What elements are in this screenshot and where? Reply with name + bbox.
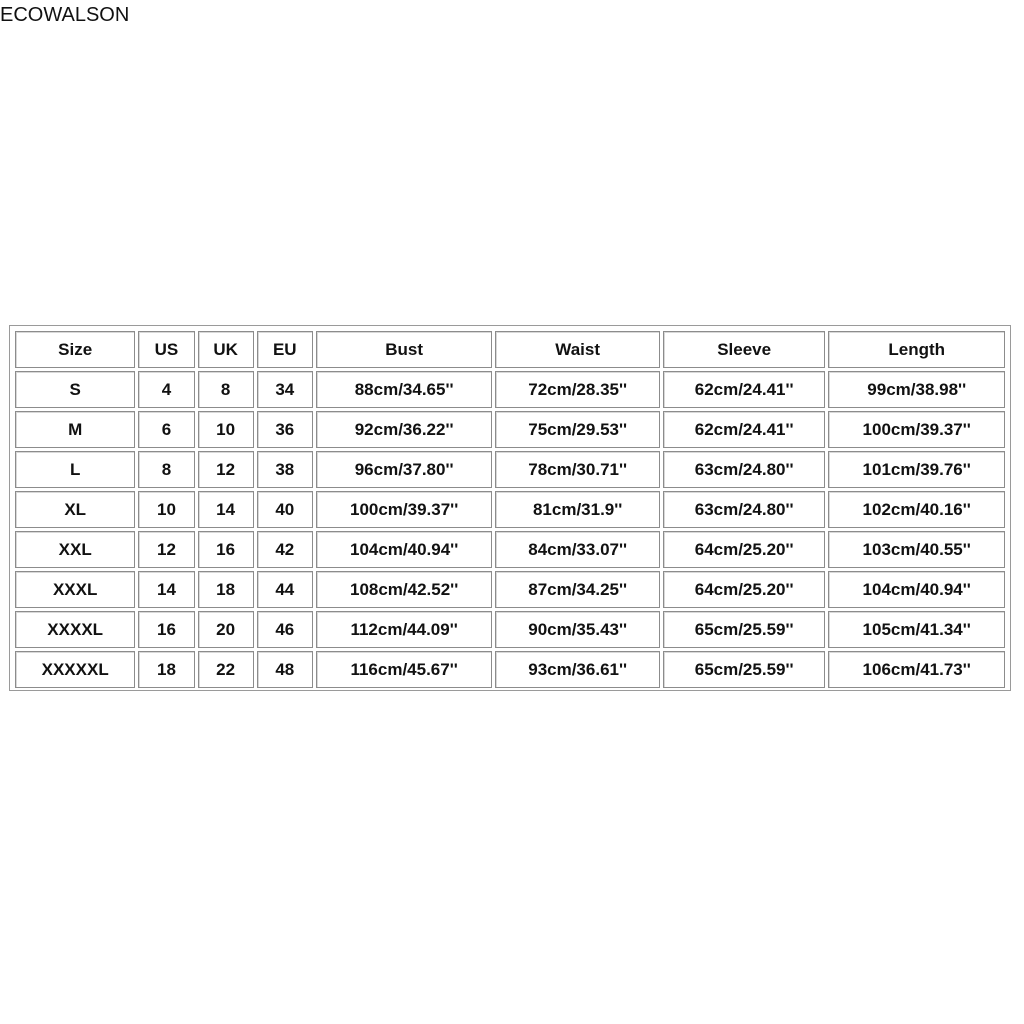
cell-size: XXXL: [15, 571, 135, 608]
cell-us: 14: [138, 571, 194, 608]
cell-length: 99cm/38.98'': [828, 371, 1005, 408]
column-header-size: Size: [15, 331, 135, 368]
cell-eu: 44: [257, 571, 313, 608]
cell-waist: 81cm/31.9'': [495, 491, 660, 528]
cell-size: M: [15, 411, 135, 448]
cell-length: 103cm/40.55'': [828, 531, 1005, 568]
table-row: [15, 371, 1005, 408]
cell-size: L: [15, 451, 135, 488]
cell-eu: 38: [257, 451, 313, 488]
cell-uk: 20: [198, 611, 254, 648]
cell-eu: 42: [257, 531, 313, 568]
cell-uk: 10: [198, 411, 254, 448]
size-chart-table: [12, 328, 1008, 691]
table-row: [15, 491, 1005, 528]
cell-us: 6: [138, 411, 194, 448]
table-row: [15, 651, 1005, 688]
cell-size: XL: [15, 491, 135, 528]
cell-uk: 16: [198, 531, 254, 568]
column-header-bust: Bust: [316, 331, 493, 368]
cell-us: 8: [138, 451, 194, 488]
brand-watermark: ECOWALSON: [0, 4, 130, 26]
cell-length: 104cm/40.94'': [828, 571, 1005, 608]
column-header-eu: EU: [257, 331, 313, 368]
cell-uk: 18: [198, 571, 254, 608]
cell-bust: 92cm/36.22'': [316, 411, 493, 448]
table-row: [15, 531, 1005, 568]
cell-bust: 104cm/40.94'': [316, 531, 493, 568]
cell-bust: 112cm/44.09'': [316, 611, 493, 648]
cell-waist: 84cm/33.07'': [495, 531, 660, 568]
cell-us: 4: [138, 371, 194, 408]
column-header-length: Length: [828, 331, 1005, 368]
cell-length: 105cm/41.34'': [828, 611, 1005, 648]
cell-waist: 87cm/34.25'': [495, 571, 660, 608]
cell-sleeve: 65cm/25.59'': [663, 651, 826, 688]
table-header-row: [15, 331, 1005, 368]
cell-eu: 34: [257, 371, 313, 408]
table-row: [15, 571, 1005, 608]
cell-uk: 12: [198, 451, 254, 488]
table-row: [15, 451, 1005, 488]
cell-bust: 88cm/34.65'': [316, 371, 493, 408]
cell-sleeve: 65cm/25.59'': [663, 611, 826, 648]
cell-waist: 75cm/29.53'': [495, 411, 660, 448]
cell-length: 101cm/39.76'': [828, 451, 1005, 488]
cell-size: XXXXL: [15, 611, 135, 648]
cell-size: XXL: [15, 531, 135, 568]
cell-waist: 78cm/30.71'': [495, 451, 660, 488]
cell-length: 100cm/39.37'': [828, 411, 1005, 448]
cell-sleeve: 62cm/24.41'': [663, 411, 826, 448]
cell-waist: 72cm/28.35'': [495, 371, 660, 408]
cell-size: XXXXXL: [15, 651, 135, 688]
cell-uk: 14: [198, 491, 254, 528]
cell-sleeve: 64cm/25.20'': [663, 531, 826, 568]
cell-bust: 100cm/39.37'': [316, 491, 493, 528]
cell-sleeve: 64cm/25.20'': [663, 571, 826, 608]
cell-us: 16: [138, 611, 194, 648]
cell-sleeve: 63cm/24.80'': [663, 491, 826, 528]
cell-sleeve: 62cm/24.41'': [663, 371, 826, 408]
cell-length: 106cm/41.73'': [828, 651, 1005, 688]
cell-us: 12: [138, 531, 194, 568]
cell-eu: 40: [257, 491, 313, 528]
cell-eu: 46: [257, 611, 313, 648]
cell-bust: 116cm/45.67'': [316, 651, 493, 688]
cell-waist: 90cm/35.43'': [495, 611, 660, 648]
cell-uk: 22: [198, 651, 254, 688]
cell-length: 102cm/40.16'': [828, 491, 1005, 528]
cell-us: 10: [138, 491, 194, 528]
column-header-waist: Waist: [495, 331, 660, 368]
cell-bust: 108cm/42.52'': [316, 571, 493, 608]
cell-us: 18: [138, 651, 194, 688]
cell-eu: 36: [257, 411, 313, 448]
table-row: [15, 411, 1005, 448]
cell-sleeve: 63cm/24.80'': [663, 451, 826, 488]
cell-bust: 96cm/37.80'': [316, 451, 493, 488]
column-header-us: US: [138, 331, 194, 368]
cell-uk: 8: [198, 371, 254, 408]
cell-size: S: [15, 371, 135, 408]
size-chart: [9, 325, 1011, 691]
cell-waist: 93cm/36.61'': [495, 651, 660, 688]
column-header-uk: UK: [198, 331, 254, 368]
table-row: [15, 611, 1005, 648]
cell-eu: 48: [257, 651, 313, 688]
column-header-sleeve: Sleeve: [663, 331, 826, 368]
